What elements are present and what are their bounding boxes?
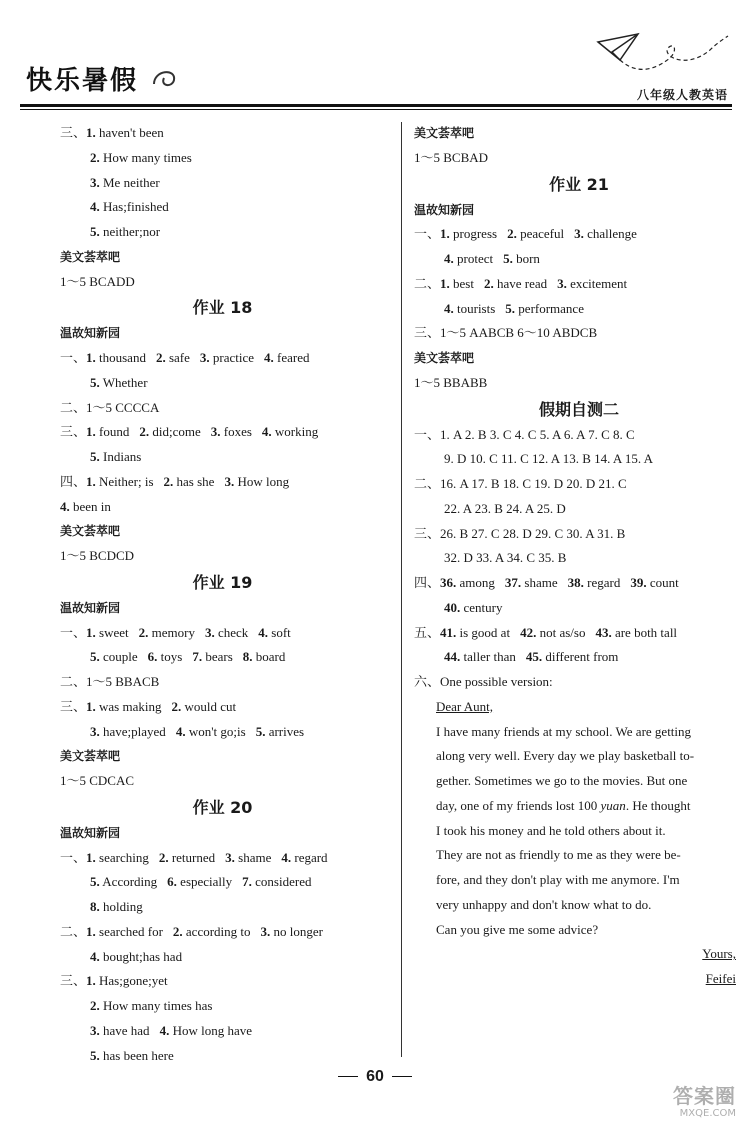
page-number-dash xyxy=(392,1076,412,1077)
answer-line: 3. have had 4. How long have xyxy=(90,1022,252,1038)
answer-line: 1～5 BCADD xyxy=(60,273,135,289)
watermark-logo: 答案圈 xyxy=(673,1084,736,1108)
answer-line: 4. Has;finished xyxy=(90,199,169,215)
grade-label: 八年级人教英语 xyxy=(636,88,728,102)
section-heading: 假期自测二 xyxy=(538,399,619,419)
section-label: 美文荟萃吧 xyxy=(414,126,475,140)
answer-line: 4. bought;has had xyxy=(90,948,183,964)
answer-line: 一、1. sweet 2. memory 3. check 4. soft xyxy=(60,624,291,640)
column-divider xyxy=(401,122,402,1057)
answer-line: 一、1. thousand 2. safe 3. practice 4. feared xyxy=(60,350,310,365)
answer-line: 1～5 CDCAC xyxy=(60,773,135,788)
letter-line: very unhappy and don't know what to do. xyxy=(436,896,652,912)
letter-line: Can you give me some advice? xyxy=(436,921,599,937)
answer-line: 32. D 33. A 34. C 35. B xyxy=(444,550,567,566)
left-column xyxy=(60,121,385,1068)
letter-salutation: Dear Aunt, xyxy=(436,698,494,714)
answer-line: 4. tourists 5. performance xyxy=(444,300,584,316)
letter-line: along very well. Every day we play basketball to- xyxy=(436,748,695,764)
section-label: 美文荟萃吧 xyxy=(60,249,121,264)
answer-line: 3. have;played 4. won't go;is 5. arrives xyxy=(90,723,305,739)
section-label: 温故知新园 xyxy=(414,202,475,217)
answer-line: 二、1. searched for 2. according to 3. no longer xyxy=(60,923,323,939)
answer-line: 4. been in xyxy=(60,498,111,514)
right-column xyxy=(414,121,744,992)
letter-signature: Feifei xyxy=(705,971,736,986)
section-heading: 作业 19 xyxy=(192,572,253,592)
answer-line: 一、1. A 2. B 3. C 4. C 5. A 6. A 7. C 8. C xyxy=(414,426,635,442)
answer-line: 5. couple 6. toys 7. bears 8. board xyxy=(90,649,286,665)
letter-closing: Yours, xyxy=(702,946,736,962)
header-rule-thin xyxy=(20,109,732,110)
answer-line: 四、1. Neither; is 2. has she 3. How long xyxy=(60,473,290,489)
section-label: 美文荟萃吧 xyxy=(414,351,475,365)
answer-line: 1～5 BCDCD xyxy=(60,548,135,563)
answer-line: 五、41. is good at 42. not as/so 43. are both tall xyxy=(414,624,678,640)
letter-line: fore, and they don't play with me anymore. I'm xyxy=(436,872,680,887)
answer-line: 5. Indians xyxy=(90,449,142,464)
letter-line: I took his money and he told others about it. xyxy=(436,822,666,838)
answer-line: 1～5 BCBAD xyxy=(414,149,489,165)
swirl-icon xyxy=(150,62,180,92)
section-label: 温故知新园 xyxy=(60,600,121,615)
answer-line: 三、1. found 2. did;come 3. foxes 4. working xyxy=(60,424,319,440)
answer-line: 三、26. B 27. C 28. D 29. C 30. A 31. B xyxy=(414,525,626,541)
page-header xyxy=(0,0,750,112)
answer-line: 2. How many times has xyxy=(90,998,213,1013)
section-label: 温故知新园 xyxy=(60,326,121,341)
answer-line: 3. Me neither xyxy=(90,174,160,190)
letter-line: gether. Sometimes we go to the movies. But one xyxy=(436,773,688,788)
answer-line: 4. protect 5. born xyxy=(444,251,540,266)
answer-line: 二、1～5 CCCCA xyxy=(60,399,160,415)
answer-line: 三、1～5 AABCB 6～10 ABDCB xyxy=(414,325,598,341)
letter-line: day, one of my friends lost 100 yuan. He thought xyxy=(436,797,691,813)
section-label: 美文荟萃吧 xyxy=(60,524,121,539)
answer-line: 8. holding xyxy=(90,899,143,914)
watermark-url: MXQE.COM xyxy=(679,1108,736,1119)
page-number-dash xyxy=(338,1076,358,1077)
answer-line: 5. Whether xyxy=(90,374,148,390)
answer-line: 5. According 6. especially 7. considered xyxy=(90,874,312,890)
answer-line: 二、1. best 2. have read 3. excitement xyxy=(414,275,628,291)
section-heading: 作业 21 xyxy=(549,174,609,194)
answer-line: 40. century xyxy=(444,599,503,615)
paper-plane-icon xyxy=(590,30,730,80)
answer-line: 一、1. searching 2. returned 3. shame 4. regard xyxy=(60,849,328,865)
logo-text: 快乐暑假 xyxy=(26,66,139,96)
answer-line: 一、1. progress 2. peaceful 3. challenge xyxy=(414,226,637,242)
answer-line: 三、1. haven't been xyxy=(60,125,164,140)
letter-line: I have many friends at my school. We are getting xyxy=(436,723,692,739)
answer-line: 5. has been here xyxy=(90,1047,174,1063)
section-label: 美文荟萃吧 xyxy=(60,749,121,764)
letter-line: They are not as friendly to me as they were be- xyxy=(436,847,681,863)
section-heading: 作业 20 xyxy=(192,797,253,817)
answer-line: 5. neither;nor xyxy=(90,224,161,239)
answer-line: 44. taller than 45. different from xyxy=(444,649,619,665)
answer-line: 四、36. among 37. shame 38. regard 39. count xyxy=(414,575,679,590)
section-heading: 作业 18 xyxy=(192,298,253,318)
answer-line: 三、1. was making 2. would cut xyxy=(60,698,237,714)
answer-line: 二、16. A 17. B 18. C 19. D 20. D 21. C xyxy=(414,476,627,491)
answer-line: 三、1. Has;gone;yet xyxy=(60,973,168,989)
answer-line: 二、1～5 BBACB xyxy=(60,674,160,689)
header-rule xyxy=(20,104,732,107)
answer-line: 2. How many times xyxy=(90,149,192,165)
answer-line: 六、One possible version: xyxy=(414,674,553,689)
answer-line: 22. A 23. B 24. A 25. D xyxy=(444,500,566,516)
answer-line: 1～5 BBABB xyxy=(414,374,488,390)
answer-line: 9. D 10. C 11. C 12. A 13. B 14. A 15. A xyxy=(444,451,653,467)
section-label: 温故知新园 xyxy=(60,825,121,840)
page-number: 60 xyxy=(0,1068,750,1086)
